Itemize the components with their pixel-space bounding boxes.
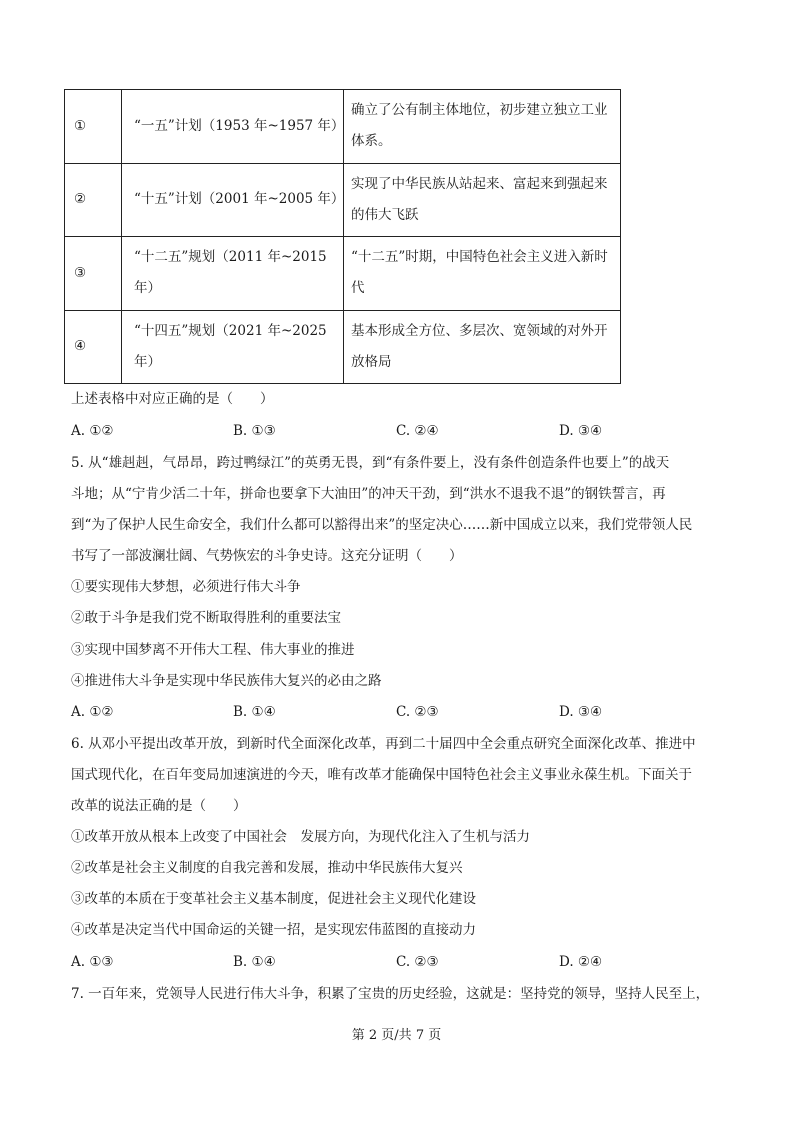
table-row bbox=[65, 237, 621, 311]
q5-option-d[interactable]: D. ③④ bbox=[559, 704, 603, 720]
q5-option-b[interactable]: B. ①④ bbox=[233, 704, 276, 720]
q5-stem-line-1: 5. 从“雄赳赳，气昂昂，跨过鸭绿江”的英勇无畏，到“有条件要上，没有条件创造条件也要上”的战天 bbox=[71, 455, 670, 471]
row-number: ② bbox=[65, 163, 122, 237]
q5-stem-line-4: 书写了一部波澜壮阔、气势恢宏的斗争史诗。这充分证明（ ） bbox=[71, 548, 463, 564]
q4-option-d[interactable]: D. ③④ bbox=[559, 423, 603, 439]
plan-name: “十二五”规划（2011 年~2015 年） bbox=[122, 237, 344, 311]
plan-name: “十五”计划（2001 年~2005 年） bbox=[122, 163, 344, 237]
five-year-plan-table bbox=[64, 89, 621, 384]
q5-statement-4: ④推进伟大斗争是实现中华民族伟大复兴的必由之路 bbox=[71, 673, 382, 689]
table-row bbox=[65, 163, 621, 237]
q5-statement-2: ②敢于斗争是我们党不断取得胜利的重要法宝 bbox=[71, 610, 341, 626]
plan-name: “一五”计划（1953 年~1957 年） bbox=[122, 90, 344, 164]
q5-stem-line-3: 到“为了保护人民生命安全，我们什么都可以豁得出来”的坚定决心……新中国成立以来，我们党带领人民 bbox=[71, 517, 693, 533]
q4-stem: 上述表格中对应正确的是（ ） bbox=[71, 391, 274, 407]
q5-options bbox=[71, 702, 671, 722]
plan-description: 基本形成全方位、多层次、宽领域的对外开放格局 bbox=[344, 310, 621, 384]
plan-description: “十二五”时期，中国特色社会主义进入新时代 bbox=[344, 237, 621, 311]
q6-statement-1: ①改革开放从根本上改变了中国社会 发展方向，为现代化注入了生机与活力 bbox=[71, 829, 530, 845]
plan-description: 实现了中华民族从站起来、富起来到强起来的伟大飞跃 bbox=[344, 163, 621, 237]
q5-statement-1: ①要实现伟大梦想，必须进行伟大斗争 bbox=[71, 579, 301, 595]
q5-statement-3: ③实现中国梦离不开伟大工程、伟大事业的推进 bbox=[71, 642, 355, 658]
table-row bbox=[65, 90, 621, 164]
q4-options bbox=[71, 421, 671, 441]
q6-stem-line-1: 6. 从邓小平提出改革开放，到新时代全面深化改革，再到二十届四中全会重点研究全面深化改革、推进中 bbox=[71, 736, 696, 752]
q6-stem-line-3: 改革的说法正确的是（ ） bbox=[71, 798, 247, 814]
q5-option-c[interactable]: C. ②③ bbox=[396, 704, 439, 720]
q6-option-b[interactable]: B. ①④ bbox=[233, 954, 276, 970]
q4-option-b[interactable]: B. ①③ bbox=[233, 423, 276, 439]
row-number: ③ bbox=[65, 237, 122, 311]
q6-statement-3: ③改革的本质在于变革社会主义基本制度，促进社会主义现代化建设 bbox=[71, 891, 476, 907]
q4-option-a[interactable]: A. ①② bbox=[71, 423, 114, 439]
q6-option-a[interactable]: A. ①③ bbox=[71, 954, 114, 970]
row-number: ④ bbox=[65, 310, 122, 384]
q5-stem-line-2: 斗地；从“宁肯少活二十年，拼命也要拿下大油田”的冲天干劲，到“洪水不退我不退”的钢铁誓言，再 bbox=[71, 486, 666, 502]
q6-options bbox=[71, 952, 671, 972]
q6-statement-4: ④改革是决定当代中国命运的关键一招，是实现宏伟蓝图的直接动力 bbox=[71, 922, 476, 938]
q7-stem-line-1: 7. 一百年来，党领导人民进行伟大斗争，积累了宝贵的历史经验，这就是：坚持党的领导，坚持人民至上， bbox=[71, 986, 710, 1002]
page-footer: 第 2 页/共 7 页 bbox=[351, 1028, 442, 1043]
q6-option-d[interactable]: D. ②④ bbox=[559, 954, 603, 970]
q6-stem-line-2: 国式现代化，在百年变局加速演进的今天，唯有改革才能确保中国特色社会主义事业永葆生机。下面关于 bbox=[71, 767, 692, 783]
q6-statement-2: ②改革是社会主义制度的自我完善和发展，推动中华民族伟大复兴 bbox=[71, 860, 463, 876]
q6-option-c[interactable]: C. ②③ bbox=[396, 954, 439, 970]
q4-option-c[interactable]: C. ②④ bbox=[396, 423, 439, 439]
plan-name: “十四五”规划（2021 年~2025 年） bbox=[122, 310, 344, 384]
row-number: ① bbox=[65, 90, 122, 164]
q5-option-a[interactable]: A. ①② bbox=[71, 704, 114, 720]
plan-description: 确立了公有制主体地位，初步建立独立工业体系。 bbox=[344, 90, 621, 164]
table-row bbox=[65, 310, 621, 384]
